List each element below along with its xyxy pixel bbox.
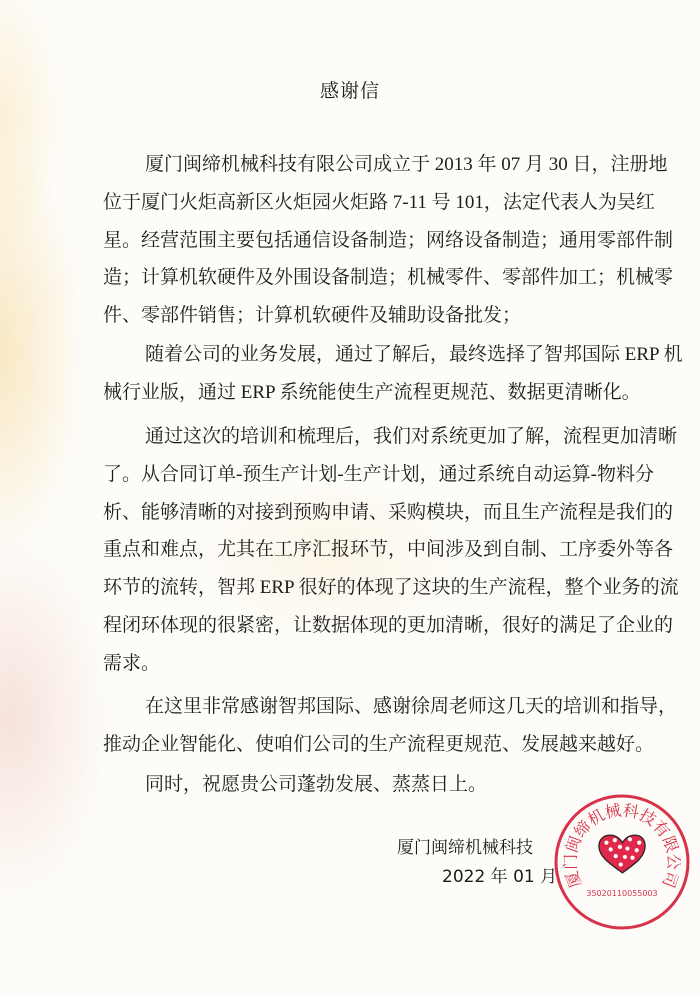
text-line: 造；计算机软硬件及外围设备制造；机械零件、零部件加工；机械零 xyxy=(103,267,674,289)
heart-sticker-icon xyxy=(599,835,645,873)
paragraph-wishes xyxy=(103,766,573,804)
paragraph-training xyxy=(103,418,679,683)
stamp-number: 35020110055003 xyxy=(586,889,658,898)
paragraph-erp-choice xyxy=(103,336,683,412)
text-line: 需求。 xyxy=(103,652,161,674)
text-line: 推动企业智能化、使咱们公司的生产流程更规范、发展越来越好。 xyxy=(103,733,655,755)
text-line: 位于厦门火炬高新区火炬园火炬路 7-11 号 101，法定代表人为吴红 xyxy=(103,191,655,213)
stamp-text: 厦门闽缔机械科技有限公司 xyxy=(560,800,684,891)
text-line: 了。从合同订单-预生产计划-生产计划，通过系统自动运算-物料分 xyxy=(103,463,654,485)
text-line: 环节的流转，智邦 ERP 很好的体现了这块的生产流程，整个业务的流 xyxy=(103,577,679,599)
letter-title: 感谢信 xyxy=(319,80,380,102)
text-line: 重点和难点，尤其在工序汇报环节，中间涉及到自制、工序委外等各 xyxy=(103,539,674,561)
text-line: 在这里非常感谢智邦国际、感谢徐周老师这几天的培训和指导， xyxy=(145,696,678,717)
text-line: 同时，祝愿贵公司蓬勃发展、蒸蒸日上。 xyxy=(145,774,488,795)
text-line: 件、零部件销售；计算机软硬件及辅助设备批发； xyxy=(103,305,522,327)
signature-company: 厦门闽缔机械科技 xyxy=(397,838,533,858)
company-seal-stamp xyxy=(552,792,692,932)
paragraph-company-intro xyxy=(103,146,674,335)
text-line: 星。经营范围主要包括通信设备制造；网络设备制造；通用零部件制 xyxy=(103,229,674,251)
text-line: 厦门闽缔机械科技有限公司成立于 2013 年 07 月 30 日，注册地 xyxy=(145,154,668,175)
text-line: 析、能够清晰的对接到预购申请、采购模块，而且生产流程是我们的 xyxy=(103,501,674,523)
signature-date: 2022 年 01 月 xyxy=(442,867,558,887)
text-line: 程闭环体现的很紧密，让数据体现的更加清晰，很好的满足了企业的 xyxy=(103,614,674,636)
text-line: 随着公司的业务发展，通过了解后，最终选择了智邦国际 ERP 机 xyxy=(145,344,683,365)
paragraph-thanks xyxy=(103,688,678,764)
text-line: 通过这次的培训和梳理后，我们对系统更加了解，流程更加清晰 xyxy=(145,426,678,447)
text-line: 械行业版，通过 ERP 系统能使生产流程更规范、数据更清晰化。 xyxy=(103,381,641,403)
